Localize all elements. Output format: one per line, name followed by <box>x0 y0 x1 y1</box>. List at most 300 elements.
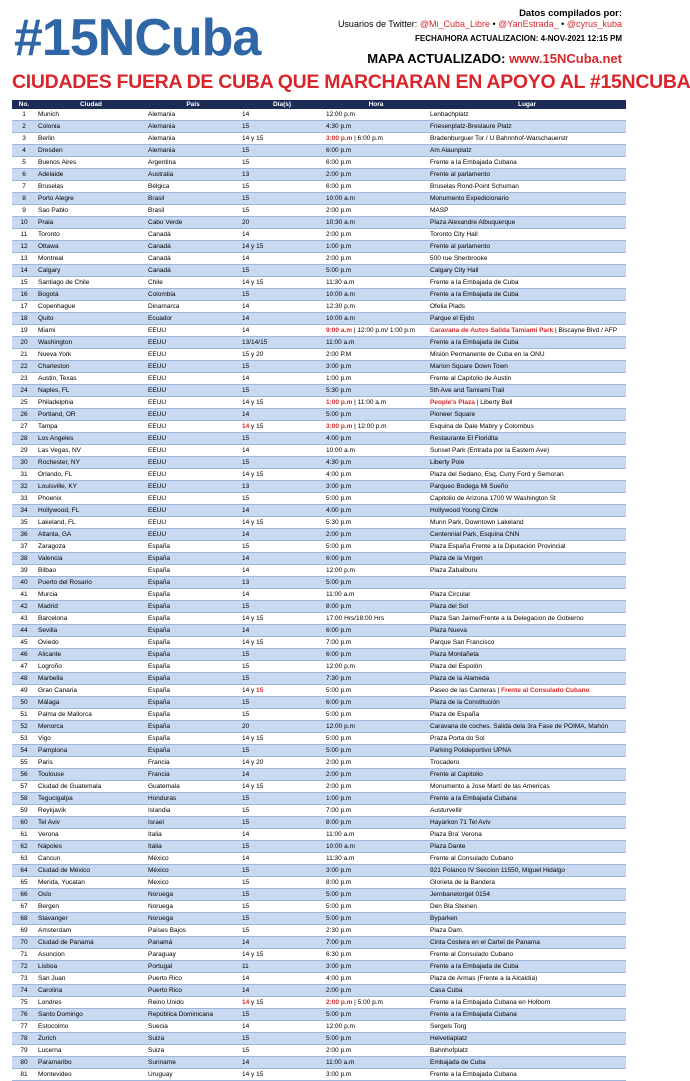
twitter-user-link[interactable]: @Mi_Cuba_Libre <box>419 19 490 29</box>
table-row <box>12 793 626 805</box>
cell-country: Australia <box>146 169 240 181</box>
cell-place: Plaza de la Virgen <box>428 553 626 565</box>
cell-country: Bélgica <box>146 181 240 193</box>
cell-country: EEUU <box>146 409 240 421</box>
table-row <box>12 277 626 289</box>
cell-no: 42 <box>12 601 36 613</box>
cell-no: 62 <box>12 841 36 853</box>
cell-days: 13 <box>240 577 324 589</box>
table-row <box>12 109 626 121</box>
cell-place: Frente al Capitolio de Austin <box>428 373 626 385</box>
cell-place: MASP <box>428 205 626 217</box>
cell-place: Plaza San Jaime/Frente a la Delegacion de Gobierno <box>428 613 626 625</box>
cell-place: Plaza del Sol <box>428 601 626 613</box>
cell-place: Plaza del Espolón <box>428 661 626 673</box>
cell-days: 14 <box>240 505 324 517</box>
cell-place: Marion Square Down Town <box>428 361 626 373</box>
cell-no: 40 <box>12 577 36 589</box>
cell-place: Misión Permanente de Cuba en la ONU <box>428 349 626 361</box>
cell-time: 2:00 p.m <box>324 253 428 265</box>
cell-time: 1:00 p.m <box>324 793 428 805</box>
cell-days <box>240 685 324 697</box>
cell-time: 3:00 p.m <box>324 1069 428 1081</box>
cell-time: 5:00 p.m <box>324 541 428 553</box>
cell-days: 15 <box>240 877 324 889</box>
cell-time: 2:00 p.m <box>324 1045 428 1057</box>
cell-country: Alemania <box>146 133 240 145</box>
cell-days: 14 <box>240 325 324 337</box>
cell-time: 11:30 a.m <box>324 277 428 289</box>
cell-country: Honduras <box>146 793 240 805</box>
cell-city: Hollywood, FL <box>36 505 146 517</box>
cell-country: Francia <box>146 757 240 769</box>
cell-place: Den Bla Steinen <box>428 901 626 913</box>
cell-time <box>324 133 428 145</box>
cell-country: Suiza <box>146 1045 240 1057</box>
column-header-time: Hora <box>324 100 428 109</box>
cell-time: 6:00 p.m <box>324 553 428 565</box>
cell-no: 47 <box>12 661 36 673</box>
cell-city: Quito <box>36 313 146 325</box>
cell-place: Plaza Dam. <box>428 925 626 937</box>
cell-city: San Juan <box>36 973 146 985</box>
cell-city: Vigo <box>36 733 146 745</box>
column-header-country: País <box>146 100 240 109</box>
table-row <box>12 421 626 433</box>
cell-country: Brasil <box>146 205 240 217</box>
cell-country: Ecuador <box>146 313 240 325</box>
cell-country: Noruega <box>146 913 240 925</box>
cell-country: Noruega <box>146 889 240 901</box>
cell-time: 7:00 p.m <box>324 805 428 817</box>
cell-time: 5:00 p.m <box>324 577 428 589</box>
cell-days: 15 <box>240 601 324 613</box>
twitter-label: Usuarios de Twitter: <box>337 19 418 29</box>
table-row <box>12 1069 626 1081</box>
cell-country: España <box>146 613 240 625</box>
cell-city: Naples, FL <box>36 385 146 397</box>
cell-days: 14 y 15 <box>240 241 324 253</box>
cell-days: 15 <box>240 697 324 709</box>
cell-time: 2:00 p.m <box>324 169 428 181</box>
cell-place: Frente a la Embajada Cubana <box>428 793 626 805</box>
cell-no: 65 <box>12 877 36 889</box>
column-header-days: Día(s) <box>240 100 324 109</box>
cell-city: Tel Aviv <box>36 817 146 829</box>
compiled-label: Datos compilados por: <box>519 8 622 19</box>
cell-time: 5:00 p.m <box>324 1033 428 1045</box>
cell-days: 13/14/15 <box>240 337 324 349</box>
cell-country: EEUU <box>146 493 240 505</box>
cell-country: Reino Unido <box>146 997 240 1009</box>
cell-days: 15 <box>240 361 324 373</box>
cell-place: Plaza Alexandre Albuquerque <box>428 217 626 229</box>
cell-no: 21 <box>12 349 36 361</box>
cell-days: 14 <box>240 109 324 121</box>
cell-no: 66 <box>12 889 36 901</box>
cell-days: 14 y 15 <box>240 1069 324 1081</box>
cell-days: 14 <box>240 1057 324 1069</box>
cell-no: 71 <box>12 949 36 961</box>
cell-no: 64 <box>12 865 36 877</box>
cell-place: Toronto City Hall <box>428 229 626 241</box>
cell-no: 63 <box>12 853 36 865</box>
cell-country: España <box>146 697 240 709</box>
cell-days: 15 <box>240 817 324 829</box>
cell-city: Lakeland, FL <box>36 517 146 529</box>
map-url-link[interactable]: www.15NCuba.net <box>509 51 622 66</box>
table-row <box>12 841 626 853</box>
cell-city: Marbella <box>36 673 146 685</box>
cell-no: 7 <box>12 181 36 193</box>
cell-days: 14 y 15 <box>240 733 324 745</box>
table-row <box>12 1033 626 1045</box>
cell-time: 4:30 p.m <box>324 121 428 133</box>
cell-days: 15 <box>240 493 324 505</box>
cell-time: 5:00 p.m <box>324 493 428 505</box>
cell-rest-text: | 11:00 a.m <box>352 399 387 406</box>
cell-country: EEUU <box>146 517 240 529</box>
cell-country: España <box>146 709 240 721</box>
cell-place: Glorieta de la Bandera <box>428 877 626 889</box>
cell-no: 15 <box>12 277 36 289</box>
table-row <box>12 169 626 181</box>
table-row <box>12 205 626 217</box>
table-row <box>12 853 626 865</box>
cell-country: España <box>146 625 240 637</box>
table-row <box>12 349 626 361</box>
cell-place: Frente a la Embajada de Cuba <box>428 961 626 973</box>
cell-place: Parking Polideportivo UPNA <box>428 745 626 757</box>
cell-city: Sevilla <box>36 625 146 637</box>
cell-city: Nueva York <box>36 349 146 361</box>
cell-time: 4:30 p.m <box>324 457 428 469</box>
cell-city: Madrid <box>36 601 146 613</box>
cell-city: Philadelphia <box>36 397 146 409</box>
cell-place: Frente al parlamento <box>428 241 626 253</box>
cell-country: Colombia <box>146 289 240 301</box>
cell-time: 5:30 p.m <box>324 385 428 397</box>
cell-country: Guatemala <box>146 781 240 793</box>
cell-no: 17 <box>12 301 36 313</box>
cell-city: Porto Alegre <box>36 193 146 205</box>
cell-days: 14 <box>240 769 324 781</box>
cell-time: 2:00 p.m <box>324 229 428 241</box>
cell-country: Puerto Rico <box>146 985 240 997</box>
cell-city: Miami <box>36 325 146 337</box>
cell-days: 15 <box>240 265 324 277</box>
cell-city: Adelaide <box>36 169 146 181</box>
cell-place: Frente a la Embajada de Cuba <box>428 289 626 301</box>
cell-no: 9 <box>12 205 36 217</box>
cell-city: Charleston <box>36 361 146 373</box>
cell-time: 6:00 p.m <box>324 157 428 169</box>
cell-place: Frente a la Embajada Cubana <box>428 1069 626 1081</box>
cell-country: EEUU <box>146 529 240 541</box>
cell-country: Islandia <box>146 805 240 817</box>
cell-time <box>324 997 428 1009</box>
cell-country: Suriname <box>146 1057 240 1069</box>
cell-city: Praia <box>36 217 146 229</box>
table-row <box>12 253 626 265</box>
cell-time: 3:00 p.m <box>324 481 428 493</box>
cell-no: 28 <box>12 433 36 445</box>
cell-city: Louisville, KY <box>36 481 146 493</box>
table-row <box>12 637 626 649</box>
cell-rest-text: | 5:00 p.m <box>352 999 383 1006</box>
cell-days: 14 <box>240 1021 324 1033</box>
cell-rest-text: | Biscayne Blvd / AFP <box>553 327 618 334</box>
cell-place: Bahnhofplatz <box>428 1045 626 1057</box>
table-row <box>12 673 626 685</box>
cell-days: 14 y 15 <box>240 781 324 793</box>
page-header <box>0 0 690 96</box>
cell-city: Carolina <box>36 985 146 997</box>
cell-place: Austurvellir <box>428 805 626 817</box>
cell-time: 5:00 p.m <box>324 709 428 721</box>
cell-place: Am Alaunplatz <box>428 145 626 157</box>
table-row <box>12 913 626 925</box>
cell-city: Montreal <box>36 253 146 265</box>
cell-place: Plaza de la Constitución <box>428 697 626 709</box>
cell-place: Pioneer Square <box>428 409 626 421</box>
cell-place: Plaza Dante <box>428 841 626 853</box>
cell-days: 14 <box>240 301 324 313</box>
cell-place: Monumento a Jose Martí de las Americas <box>428 781 626 793</box>
cell-no: 37 <box>12 541 36 553</box>
cell-country: Noruega <box>146 901 240 913</box>
table-row <box>12 961 626 973</box>
table-row <box>12 709 626 721</box>
cell-country: Argentina <box>146 157 240 169</box>
cell-city: Los Angeles <box>36 433 146 445</box>
cell-country: EEUU <box>146 469 240 481</box>
cell-time: 10:00 a.m <box>324 841 428 853</box>
cell-city: Verona <box>36 829 146 841</box>
table-row <box>12 133 626 145</box>
cell-time: 10:00 a.m <box>324 193 428 205</box>
cell-days: 14 <box>240 313 324 325</box>
cell-days: 15 <box>240 181 324 193</box>
cell-no: 43 <box>12 613 36 625</box>
table-row <box>12 805 626 817</box>
cell-place: Restaurante El Floridita <box>428 433 626 445</box>
cell-place: Praza Porta do Sol <box>428 733 626 745</box>
cell-days: 11 <box>240 961 324 973</box>
cell-place: Plaza de Armas (Frente a la Alcaldía) <box>428 973 626 985</box>
table-row <box>12 817 626 829</box>
cell-city: Washington <box>36 337 146 349</box>
cell-no: 76 <box>12 1009 36 1021</box>
cell-time: 12:00 p.m <box>324 1021 428 1033</box>
cell-city: Colonia <box>36 121 146 133</box>
cell-time: 10:00 a.m <box>324 289 428 301</box>
cell-place: Bruselas Rond-Point Schuman <box>428 181 626 193</box>
cell-time: 6:00 p.m <box>324 145 428 157</box>
cell-time: 2:30 p.m <box>324 925 428 937</box>
cell-time: 6:00 p.m <box>324 625 428 637</box>
cell-rest-text: y 15 <box>249 999 264 1006</box>
cell-days: 15 <box>240 649 324 661</box>
cell-time: 6:30 p.m <box>324 949 428 961</box>
cell-country: EEUU <box>146 457 240 469</box>
cell-time: 11:00 a.m <box>324 337 428 349</box>
cell-country: Israel <box>146 817 240 829</box>
table-row <box>12 949 626 961</box>
twitter-user-link[interactable]: @cyrus_kuba <box>566 19 622 29</box>
cell-no: 70 <box>12 937 36 949</box>
table-row <box>12 997 626 1009</box>
cell-days: 15 <box>240 673 324 685</box>
cell-country: Cabo Verde <box>146 217 240 229</box>
table-row <box>12 337 626 349</box>
cell-city: Ciudad de Guatemala <box>36 781 146 793</box>
cell-time: 6:00 p.m <box>324 649 428 661</box>
cell-country: Francia <box>146 769 240 781</box>
cell-city: Orlando, FL <box>36 469 146 481</box>
table-row <box>12 445 626 457</box>
cell-days: 20 <box>240 217 324 229</box>
cell-time: 3:00 p.m <box>324 865 428 877</box>
cell-no: 73 <box>12 973 36 985</box>
cell-place: Bradenburguer Tor / U Bahnnhof-Warschauerstr <box>428 133 626 145</box>
table-body <box>12 109 626 1081</box>
table-row <box>12 649 626 661</box>
cell-city: Ciudad de México <box>36 865 146 877</box>
table-row <box>12 505 626 517</box>
cell-country: Brasil <box>146 193 240 205</box>
cell-country: EEUU <box>146 433 240 445</box>
cell-place: Frente al parlamento <box>428 169 626 181</box>
table-row <box>12 829 626 841</box>
cell-time <box>324 325 428 337</box>
cell-days: 15 <box>240 745 324 757</box>
cell-place: Parque San Francisco <box>428 637 626 649</box>
cell-city: Gran Canaria <box>36 685 146 697</box>
cell-city: Tampa <box>36 421 146 433</box>
cell-country: Uruguay <box>146 1069 240 1081</box>
credits-block <box>338 8 622 44</box>
cell-city: Munich <box>36 109 146 121</box>
cell-days: 14 <box>240 625 324 637</box>
cell-city: Zaragoza <box>36 541 146 553</box>
table-row <box>12 985 626 997</box>
cell-place: Frente a la Embajada de Cuba <box>428 337 626 349</box>
cell-city: Stavanger <box>36 913 146 925</box>
cell-days: 14 <box>240 853 324 865</box>
table-row <box>12 973 626 985</box>
cell-days: 15 <box>240 1045 324 1057</box>
column-header-no: No. <box>12 100 36 109</box>
cell-time: 4:00 p.m <box>324 505 428 517</box>
table-row <box>12 385 626 397</box>
cell-time: 11:30 a.m <box>324 853 428 865</box>
cell-place: Hayarkon 71 Tel Aviv <box>428 817 626 829</box>
table-row <box>12 529 626 541</box>
cell-city: Lucerna <box>36 1045 146 1057</box>
cell-country: Canadá <box>146 253 240 265</box>
cell-time: 12:00 p.m <box>324 661 428 673</box>
cell-city: Estocolmo <box>36 1021 146 1033</box>
cell-country: EEUU <box>146 361 240 373</box>
table-row <box>12 601 626 613</box>
cell-no: 30 <box>12 457 36 469</box>
table-row <box>12 433 626 445</box>
cell-place: Plaza Zabalburu <box>428 565 626 577</box>
table-row <box>12 733 626 745</box>
cell-time: 12:00 p.m <box>324 721 428 733</box>
cell-place: Caravana de coches. Salida dela 3ra Fase de POIMA, Mahón <box>428 721 626 733</box>
table-row <box>12 625 626 637</box>
cell-country: España <box>146 685 240 697</box>
cell-days: 15 <box>240 793 324 805</box>
cell-place <box>428 325 626 337</box>
table-row <box>12 301 626 313</box>
cell-country: Países Bajos <box>146 925 240 937</box>
cell-country: Canadá <box>146 229 240 241</box>
cell-days: 14 y 20 <box>240 757 324 769</box>
cell-place: Plaza de la Alameda <box>428 673 626 685</box>
cell-time: 5:00 p.m <box>324 745 428 757</box>
cell-days: 14 <box>240 937 324 949</box>
cell-place <box>428 685 626 697</box>
cell-country: Canadá <box>146 265 240 277</box>
cell-city: Zurich <box>36 1033 146 1045</box>
cell-city: Rochester, NY <box>36 457 146 469</box>
twitter-user-link[interactable]: @YanEstrada_ <box>498 19 559 29</box>
table-row <box>12 457 626 469</box>
cell-days: 15 <box>240 661 324 673</box>
cell-city: Sao Pablo <box>36 205 146 217</box>
table-row <box>12 265 626 277</box>
cell-city: Alicante <box>36 649 146 661</box>
cell-time: 10:00 a.m <box>324 313 428 325</box>
cell-no: 16 <box>12 289 36 301</box>
table-row <box>12 565 626 577</box>
cell-no: 33 <box>12 493 36 505</box>
cell-days: 15 <box>240 1009 324 1021</box>
table-row <box>12 493 626 505</box>
cell-time: 2:00 p.m <box>324 757 428 769</box>
table-row <box>12 397 626 409</box>
cell-days: 15 <box>240 145 324 157</box>
table-row <box>12 217 626 229</box>
cell-days: 15 <box>240 457 324 469</box>
column-header-place: Lugar <box>428 100 626 109</box>
column-header-city: Ciudad <box>36 100 146 109</box>
cell-city: Oslo <box>36 889 146 901</box>
cell-no: 57 <box>12 781 36 793</box>
cell-place: Calgary City Hall <box>428 265 626 277</box>
cell-place: Esquina de Dale Mabry y Colombus <box>428 421 626 433</box>
cell-days: 14 <box>240 409 324 421</box>
table-row <box>12 289 626 301</box>
cell-country: España <box>146 601 240 613</box>
cell-place: Embajada de Cuba <box>428 1057 626 1069</box>
cell-city: Palma de Mallorca <box>36 709 146 721</box>
highlight-text: 15 <box>256 687 264 694</box>
cell-city: Buenos Aires <box>36 157 146 169</box>
cell-place: Frente a la Embajada Cubana <box>428 1009 626 1021</box>
cell-time: 2:00 p.m <box>324 985 428 997</box>
cell-no: 75 <box>12 997 36 1009</box>
cell-time: 10:30 a.m <box>324 217 428 229</box>
table-row <box>12 145 626 157</box>
cell-country: Portugal <box>146 961 240 973</box>
cell-country: Italia <box>146 841 240 853</box>
highlight-text: 9:00 a.m <box>326 327 353 334</box>
cell-city: Bergen <box>36 901 146 913</box>
